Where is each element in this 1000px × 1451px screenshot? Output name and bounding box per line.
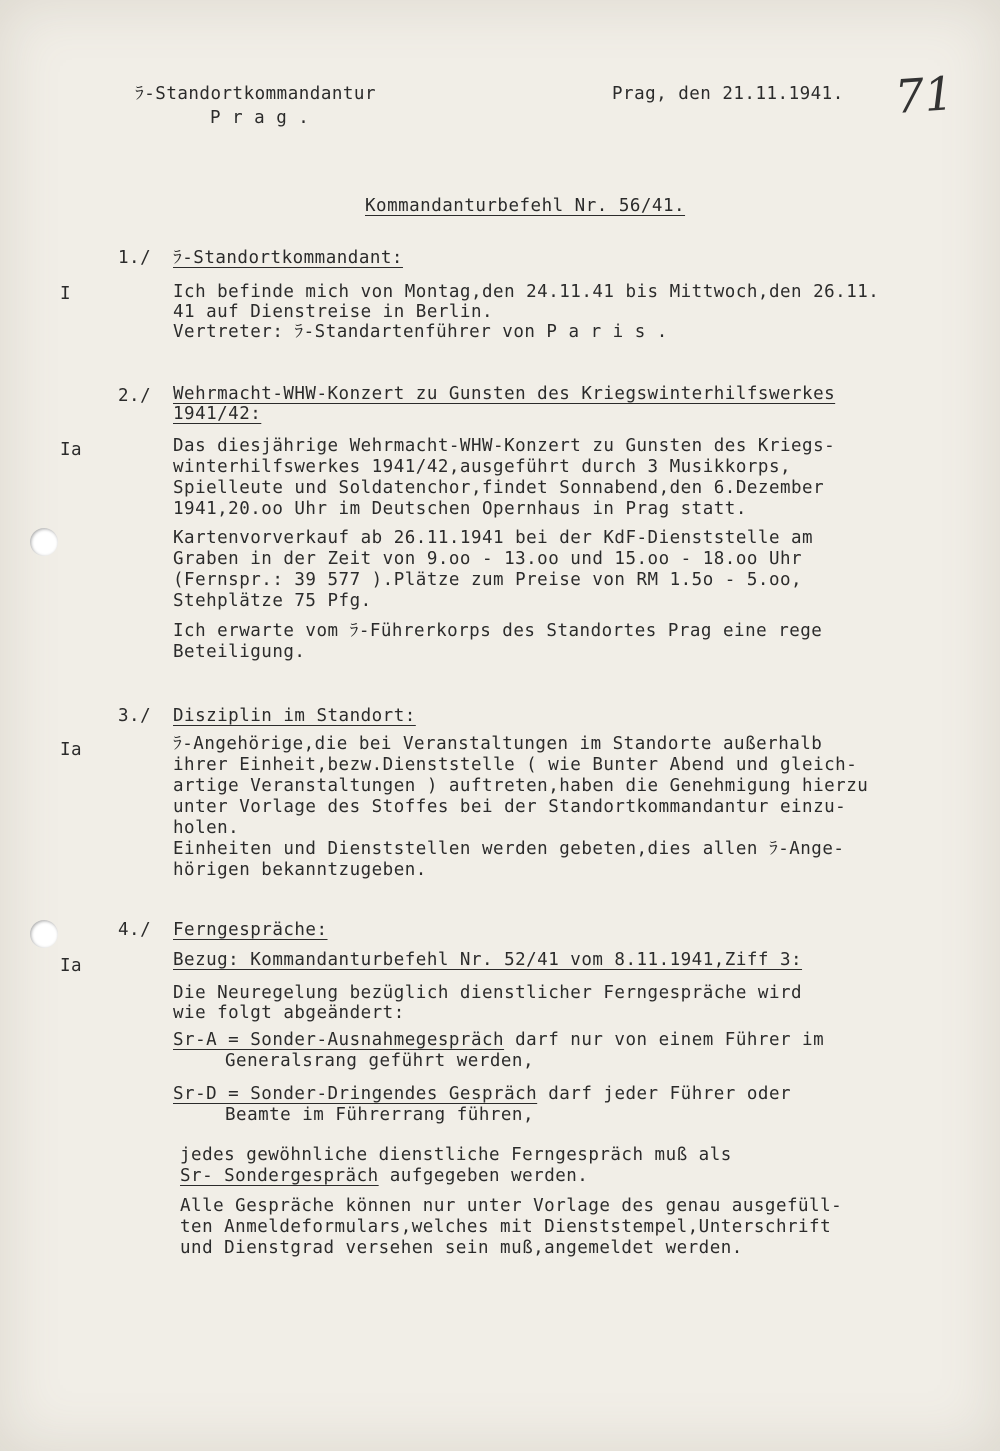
section-line: ten Anmeldeformulars,welches mit Dienststempel,Unterschrift bbox=[180, 1217, 832, 1237]
section-heading: 1941/42: bbox=[173, 404, 262, 424]
section-number: 2./ bbox=[118, 386, 152, 406]
punch-hole-top bbox=[30, 528, 58, 556]
section-line: Alle Gespräche können nur unter Vorlage des genau ausgefüll- bbox=[180, 1196, 843, 1216]
section-line: 1941,20.oo Uhr im Deutschen Opernhaus in Prag statt. bbox=[173, 499, 747, 519]
distribution-mark: Ia bbox=[60, 740, 83, 760]
section-number: 1./ bbox=[118, 248, 152, 268]
section-number: 3./ bbox=[118, 706, 152, 726]
rule-term: Sr- Sondergespräch bbox=[180, 1166, 379, 1186]
section-line: Das diesjährige Wehrmacht-WHW-Konzert zu Gunsten des Kriegs- bbox=[173, 436, 836, 456]
section-line: unter Vorlage des Stoffes bei der Standortkommandantur einzu- bbox=[173, 797, 847, 817]
section-line: Spielleute und Soldatenchor,findet Sonnabend,den 6.Dezember bbox=[173, 478, 825, 498]
section-heading: Ferngespräche: bbox=[173, 920, 328, 940]
place-date: Prag, den 21.11.1941. bbox=[612, 84, 844, 104]
section-line: 41 auf Dienstreise in Berlin. bbox=[173, 302, 494, 322]
order-title: Kommandanturbefehl Nr. 56/41. bbox=[365, 196, 686, 216]
section-line: Graben in der Zeit von 9.oo - 13.oo und 15.oo - 18.oo Uhr bbox=[173, 549, 803, 569]
section-line: Kartenvorverkauf ab 26.11.1941 bei der KdF-Dienststelle am bbox=[173, 528, 814, 548]
section-line: jedes gewöhnliche dienstliche Ferngespräch muß als bbox=[180, 1145, 732, 1165]
section-line: Die Neuregelung bezüglich dienstlicher Ferngespräche wird bbox=[173, 983, 803, 1003]
section-line: hörigen bekanntzugeben. bbox=[173, 860, 427, 880]
distribution-mark: Ia bbox=[60, 956, 83, 976]
section-heading: Wehrmacht-WHW-Konzert zu Gunsten des Kriegswinterhilfswerkes bbox=[173, 384, 836, 404]
section-line: winterhilfswerkes 1941/42,ausgeführt durch 3 Musikkorps, bbox=[173, 457, 792, 477]
section-number: 4./ bbox=[118, 920, 152, 940]
punch-hole-bottom bbox=[30, 920, 58, 948]
section-line: Einheiten und Dienststellen werden gebeten,dies allen ﾗ-Ange- bbox=[173, 839, 845, 859]
rule-sr-d: Sr-D = Sonder-Dringendes Gespräch darf jeder Führer oder bbox=[173, 1084, 792, 1104]
rule-term: Sr-D = Sonder-Dringendes Gespräch bbox=[173, 1084, 538, 1104]
section-line: Ich befinde mich von Montag,den 24.11.41 bis Mittwoch,den 26.11. bbox=[173, 282, 880, 302]
section-line: ﾗ-Angehörige,die bei Veranstaltungen im Standorte außerhalb bbox=[173, 734, 823, 754]
distribution-mark: I bbox=[60, 284, 72, 304]
reference-line: Bezug: Kommandanturbefehl Nr. 52/41 vom 8.11.1941,Ziff 3: bbox=[173, 950, 803, 970]
section-line: Generalsrang geführt werden, bbox=[225, 1051, 535, 1071]
section-line: Beteiligung. bbox=[173, 642, 306, 662]
rule-sr: Sr- Sondergespräch aufgegeben werden. bbox=[180, 1166, 589, 1186]
section-line: Vertreter: ﾗ-Standartenführer von P a r i s . bbox=[173, 322, 668, 342]
section-heading: ﾗ-Standortkommandant: bbox=[173, 248, 403, 268]
section-line: (Fernspr.: 39 577 ).Plätze zum Preise von RM 1.5o - 5.oo, bbox=[173, 570, 803, 590]
section-line: wie folgt abgeändert: bbox=[173, 1003, 405, 1023]
office-name: ﾗ-Standortkommandantur bbox=[135, 84, 377, 104]
office-city: P r a g . bbox=[210, 108, 310, 128]
section-line: Beamte im Führerrang führen, bbox=[225, 1105, 535, 1125]
handwritten-folio-number: 71 bbox=[893, 66, 956, 124]
rule-sr-a: Sr-A = Sonder-Ausnahmegespräch darf nur von einem Führer im bbox=[173, 1030, 825, 1050]
section-line: ihrer Einheit,bezw.Dienststelle ( wie Bunter Abend und gleich- bbox=[173, 755, 858, 775]
section-heading: Disziplin im Standort: bbox=[173, 706, 416, 726]
section-line: Ich erwarte vom ﾗ-Führerkorps des Standortes Prag eine rege bbox=[173, 621, 823, 641]
distribution-mark: Ia bbox=[60, 440, 83, 460]
section-line: Stehplätze 75 Pfg. bbox=[173, 591, 372, 611]
section-line: holen. bbox=[173, 818, 240, 838]
section-line: artige Veranstaltungen ) auftreten,haben die Genehmigung hierzu bbox=[173, 776, 869, 796]
rule-term: Sr-A = Sonder-Ausnahmegespräch bbox=[173, 1030, 505, 1050]
section-line: und Dienstgrad versehen sein muß,angemeldet werden. bbox=[180, 1238, 743, 1258]
